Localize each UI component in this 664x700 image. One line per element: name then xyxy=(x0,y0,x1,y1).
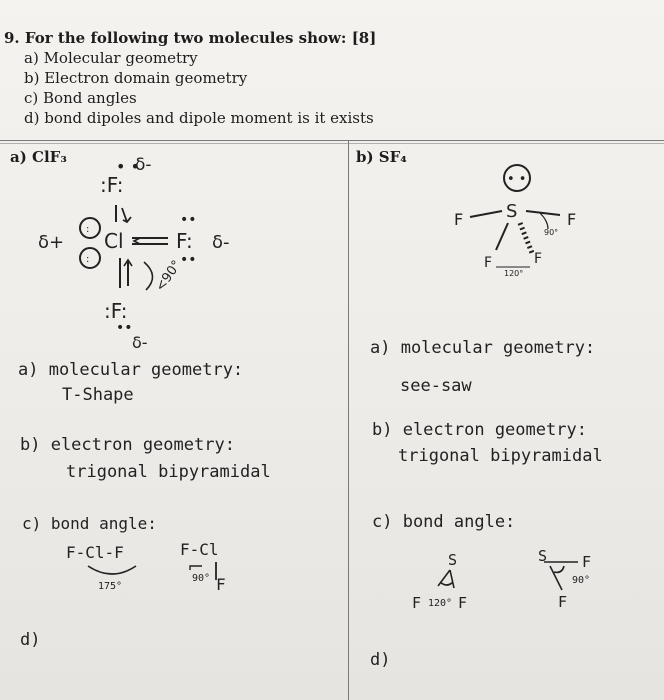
clf3-angle-arc xyxy=(144,262,153,290)
sf4-angle-equatorial: 120° xyxy=(504,269,524,278)
sf4-f-bottom-right: F xyxy=(534,251,543,267)
clf3-right-charge: δ- xyxy=(212,232,230,253)
lone-pair-circle-2 xyxy=(80,248,100,268)
clf3-bottom-fluorine: :F: xyxy=(104,299,128,323)
clf3-lewis-structure xyxy=(20,150,260,350)
clf3-dots-right-bottom: •• xyxy=(180,252,197,268)
clf3-top-fluorine: :F: xyxy=(100,173,124,197)
sf4-answer-a-heading: a) molecular geometry: xyxy=(370,338,596,358)
clf3-dipole-arrow-top xyxy=(122,208,131,222)
clf3-answer-c-linear: F-Cl-F xyxy=(66,543,124,562)
clf3-chlorine: Cl xyxy=(104,229,124,253)
clf3-dots-top: • • xyxy=(116,157,140,176)
sf4-lone-pair-dots: • • xyxy=(507,172,527,187)
clf3-bent-angle: 90° xyxy=(192,573,211,584)
clf3-dots-right-top: •• xyxy=(180,212,197,228)
sf4-angle-axial: 90° xyxy=(544,228,559,237)
sf4-f-left: F xyxy=(454,210,464,229)
sf4-structure xyxy=(440,155,640,285)
sf4-angle1-value: 120° xyxy=(428,598,453,609)
table-column-divider xyxy=(348,140,349,700)
clf3-answer-c-bent: F-Cl xyxy=(180,540,219,559)
lone-pair-dots-2: : xyxy=(86,254,90,265)
question-title: 9. For the following two molecules show: [8] xyxy=(4,29,377,47)
clf3-center-charge: δ+ xyxy=(38,232,65,253)
sf4-angle1-diagram xyxy=(428,568,468,592)
sf4-f-bottom-left: F xyxy=(484,255,493,271)
sf4-wedge-bond xyxy=(520,223,532,253)
clf3-linear-angle: 175° xyxy=(98,581,123,592)
question-item-d: d) bond dipoles and dipole moment is it exists xyxy=(24,109,374,127)
question-item-a: a) Molecular geometry xyxy=(24,49,198,67)
sf4-bond-bottom-left xyxy=(496,223,508,250)
sf4-bond-right xyxy=(526,211,560,215)
sf4-angle2-f2: F xyxy=(558,593,568,611)
question-block xyxy=(4,28,654,128)
sf4-angle2-f1: F xyxy=(582,553,592,571)
sf4-label: b) SF₄ xyxy=(356,148,407,166)
sf4-angle2-value: 90° xyxy=(572,575,591,586)
clf3-angle-label: <90° xyxy=(152,257,185,295)
sf4-answer-c-heading: c) bond angle: xyxy=(372,512,516,532)
sf4-answer-b-heading: b) electron geometry: xyxy=(372,420,587,440)
lone-pair-dots-1: : xyxy=(86,224,90,235)
clf3-answer-b-value: trigonal bipyramidal xyxy=(66,462,271,482)
sf4-angle1-f1: F xyxy=(412,594,422,612)
clf3-answer-d-heading: d) xyxy=(20,630,41,650)
sf4-angle1-f2: F xyxy=(458,594,468,612)
sf4-sulfur: S xyxy=(506,201,518,222)
sf4-axial-arc xyxy=(540,213,548,229)
clf3-answer-a-heading: a) molecular geometry: xyxy=(18,360,244,380)
sf4-angle1-s: S xyxy=(448,551,458,569)
clf3-right-fluorine: F: xyxy=(176,229,193,253)
sf4-angle2-s: S xyxy=(538,547,548,565)
question-item-c: c) Bond angles xyxy=(24,89,137,107)
clf3-linear-angle-arc xyxy=(82,562,142,582)
sf4-answer-a-value: see-saw xyxy=(400,376,472,396)
clf3-bent-f: F xyxy=(216,575,226,594)
table-top-border-inner xyxy=(0,143,664,144)
clf3-answer-a-value: T-Shape xyxy=(62,385,134,405)
sf4-answer-d-heading: d) xyxy=(370,650,391,670)
clf3-dots-bottom: •• xyxy=(116,320,133,336)
clf3-answer-b-heading: b) electron geometry: xyxy=(20,435,235,455)
question-item-b: b) Electron domain geometry xyxy=(24,69,248,87)
clf3-top-charge: δ- xyxy=(135,155,152,175)
sf4-answer-b-value: trigonal bipyramidal xyxy=(398,446,603,466)
clf3-label: a) ClF₃ xyxy=(10,148,67,166)
lone-pair-circle-1 xyxy=(80,218,100,238)
sf4-f-right: F xyxy=(567,210,577,229)
sf4-bond-left xyxy=(470,211,502,217)
table-top-border xyxy=(0,140,664,141)
clf3-answer-c-heading: c) bond angle: xyxy=(22,514,157,533)
clf3-bottom-charge: δ- xyxy=(132,333,148,350)
